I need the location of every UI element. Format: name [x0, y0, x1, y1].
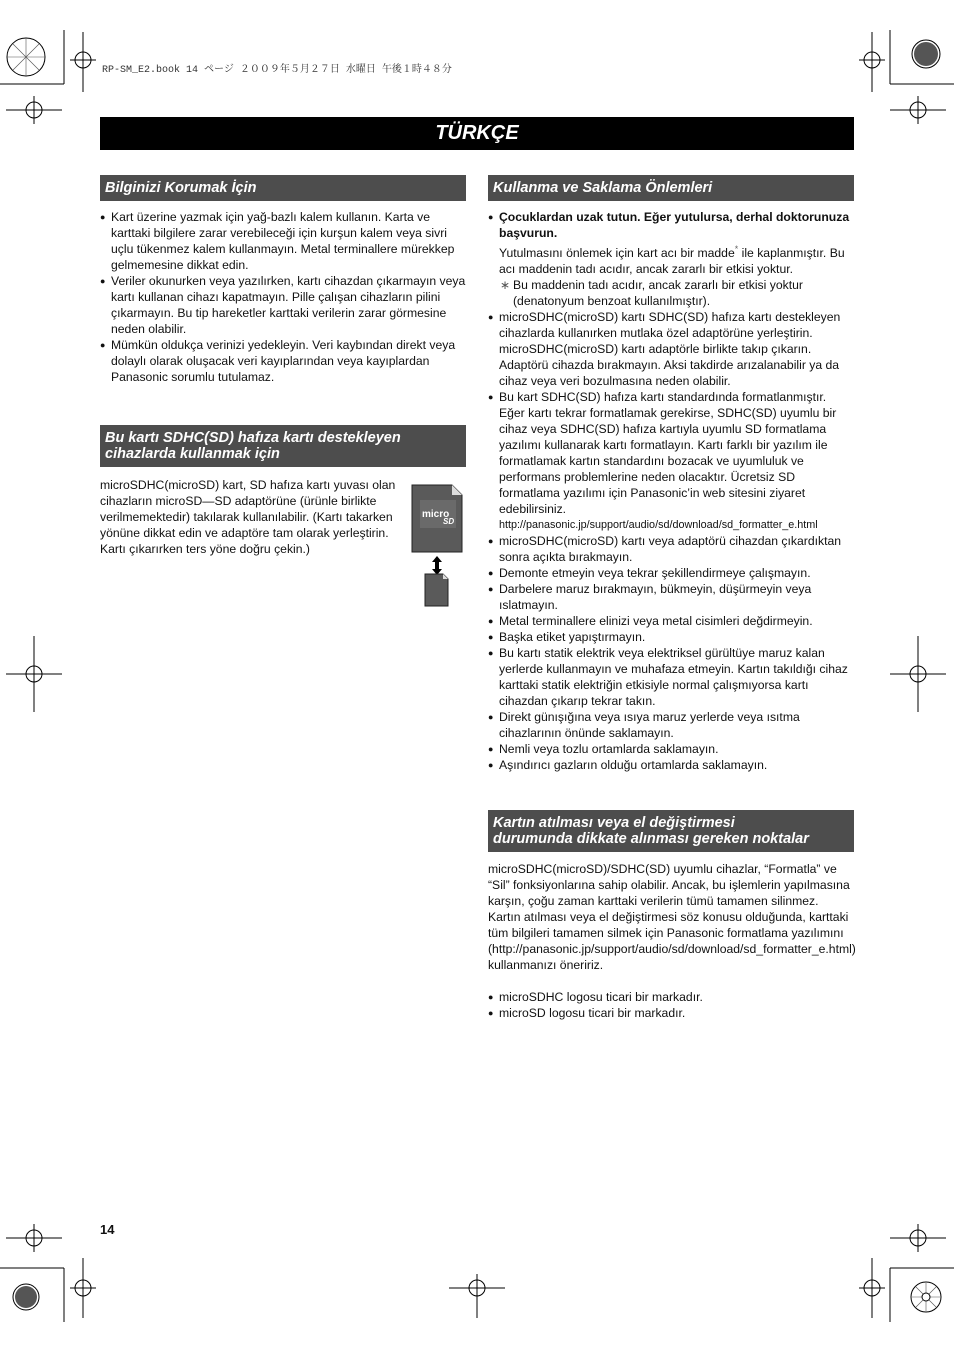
heading-line: durumunda dikkate alınması gereken noktalar [493, 831, 809, 847]
section-sdhc-usage-text: microSDHC(microSD) kart, SD hafıza kartı yuvası olan cihazların microSD—SD adaptörüne (ürünle birlikte verilmemektedir) takılarak kullanılabilir. (Kartı takarken yönüne dikkat edin ve adaptöre tam olarak yerleştirin. Kartı çıkarırken ters yöne doğru çekin.) [100, 478, 396, 556]
microsd-logo-micro: micro [422, 509, 450, 520]
print-header: RP-SM_E2.book 14 ページ ２００９年５月２７日 水曜日 午後１時４８分 [102, 65, 452, 76]
insert-arrow-icon [432, 556, 442, 575]
section-heading-sdhc-usage [100, 425, 466, 467]
section-disposal-text: microSDHC(microSD)/SDHC(SD) uyumlu cihazlar, “Formatla” ve “Sil” fonksiyonlarına sahip olabilir. Ancak, bu işlemlerin yapılmasına karşın, çoğu zaman karttaki verilerin tümü tamamen silinmez. Kartın atılması veya el değiştirmesi söz konusu olduğunda, karttaki tüm bilgileri tamamen silmek için Panasonic formatlama yazılımını (http://panasonic.jp/support/audio/sd/download/sd_formatter_e.html) kullanmanızı öneririz. [488, 862, 856, 972]
list-item: ● microSDHC(microSD) kartı SDHC(SD) hafıza kartı destekleyen cihazlarda kullanırken mutlaka özel adaptörüne yerleştirin. microSDHC(microSD) kartı adaptörle birlikte takıp çıkarın. Adaptörü cihazda bırakmayın. Aksi takdirde arızalanabilir ya da cihaz veya veri bozulmasına neden olabilir. [488, 309, 854, 389]
list-item [488, 209, 854, 309]
list-item: ● Başka etiket yapıştırmayın. [488, 629, 854, 645]
microsd-logo-sd: SD [443, 517, 455, 526]
section-heading-handling: Kullanma ve Saklama Önlemleri [488, 175, 854, 201]
sd-adapter-illustration [408, 482, 466, 610]
list-item: ● Metal terminallere elinizi veya metal cisimleri değdirmeyin. [488, 613, 854, 629]
footnote-mark: * [734, 244, 739, 254]
list-item: ● microSDHC(microSD) kartı veya adaptörü cihazdan çıkardıktan sonra açıkta bırakmayın. [488, 533, 854, 565]
trademark-notes [488, 989, 854, 1021]
section-handling-body [488, 209, 854, 773]
footnote: ∗ Bu maddenin tadı acıdır, ancak zararlı bir etkisi yoktur (denatonyum benzoat kullanılmıştır). [499, 277, 854, 309]
warning-text: Çocuklardan uzak tutun. Eğer yutulursa, derhal doktorunuza başvurun. [499, 210, 850, 240]
list-item: ● Demonte etmeyin veya tekrar şekillendirmeye çalışmayın. [488, 565, 854, 581]
list-item: ● Aşındırıcı gazların olduğu ortamlarda saklamayın. [488, 757, 854, 773]
list-item: ● Mümkün oldukça verinizi yedekleyin. Veri kaybından direkt veya dolaylı olarak oluşacak veri kayıplarından veya kayıplardan Panasonic sorumlu tutulamaz. [100, 337, 466, 385]
list-item: ● Veriler okunurken veya yazılırken, kartı cihazdan çıkarmayın veya kartı kullanan cihazı kapatmayın. Pille çalışan cihazların pilini çıkarmayın. Bu tip hareketler karttaki verilerin zarar görmesine neden olabilir. [100, 273, 466, 337]
section-protect-data-body [100, 209, 466, 385]
list-item: ● microSD logosu ticari bir markadır. [488, 1005, 854, 1021]
formatter-url: http://panasonic.jp/support/audio/sd/download/sd_formatter_e.html [499, 519, 818, 532]
page-number: 14 [100, 1222, 115, 1237]
heading-line: cihazlarda kullanmak için [105, 446, 280, 462]
list-item: ● Kart üzerine yazmak için yağ-bazlı kalem kullanın. Karta ve karttaki bilgilere zarar verebileceği için kurşun kalem veya sivri uçlu tükenmez kalem kullanmayın. Metal terminallere mürekkep gelmemesine dikkat edin. [100, 209, 466, 273]
list-item: ● Nemli veya tozlu ortamlarda saklamayın. [488, 741, 854, 757]
list-item-text: Bu kart SDHC(SD) hafıza kartı standardında formatlanmıştır. Eğer kartı tekrar formatlamak gerekirse, SDHC(SD) uyumlu bir cihaz veya SDHC(SD) hafıza kartıyla uyumlu SD formatlama yazılımı kullanarak kartı formatlayın. Kartı farklı bir yazılım ile formatlamak kartın standardını bozacak ve uyumluluk ve performans problemlerine neden olacaktır. Ücretsiz SD formatlama yazılımı için Panasonic’in web sitesini ziyaret edebilirsiniz. [499, 390, 837, 517]
section-heading-disposal [488, 810, 854, 852]
heading-line: Bu kartı SDHC(SD) hafıza kartı destekleyen [105, 430, 401, 446]
list-item: ● Darbelere maruz bırakmayın, bükmeyin, düşürmeyin veya ıslatmayın. [488, 581, 854, 613]
list-item [488, 389, 854, 533]
list-item: ● Bu kartı statik elektrik veya elektriksel gürültüye maruz kalan yerlerde kullanmayın ve muhafaza etmeyin. Kartın takıldığı cihaz karttaki statik elektriğin etkisiyle normal çalışmıyorsa kartı cihazdan çıkarıp tekrar takın. [488, 645, 854, 709]
heading-line: Kartın atılması veya el değiştirmesi [493, 815, 735, 831]
list-item-text: ile kaplanmıştır. Bu acı maddenin tadı acıdır, ancak zararlı bir etkisi yoktur. [499, 246, 845, 277]
page-title: TÜRKÇE [100, 117, 854, 150]
list-item: ● Direkt günışığına veya ısıya maruz yerlerde veya ısıtma cihazlarının önünde saklamayın. [488, 709, 854, 741]
list-item-text: Yutulmasını önlemek için kart acı bir madde [499, 246, 735, 261]
section-heading-protect-data: Bilginizi Korumak İçin [100, 175, 466, 201]
list-item: ● microSDHC logosu ticari bir markadır. [488, 989, 854, 1005]
